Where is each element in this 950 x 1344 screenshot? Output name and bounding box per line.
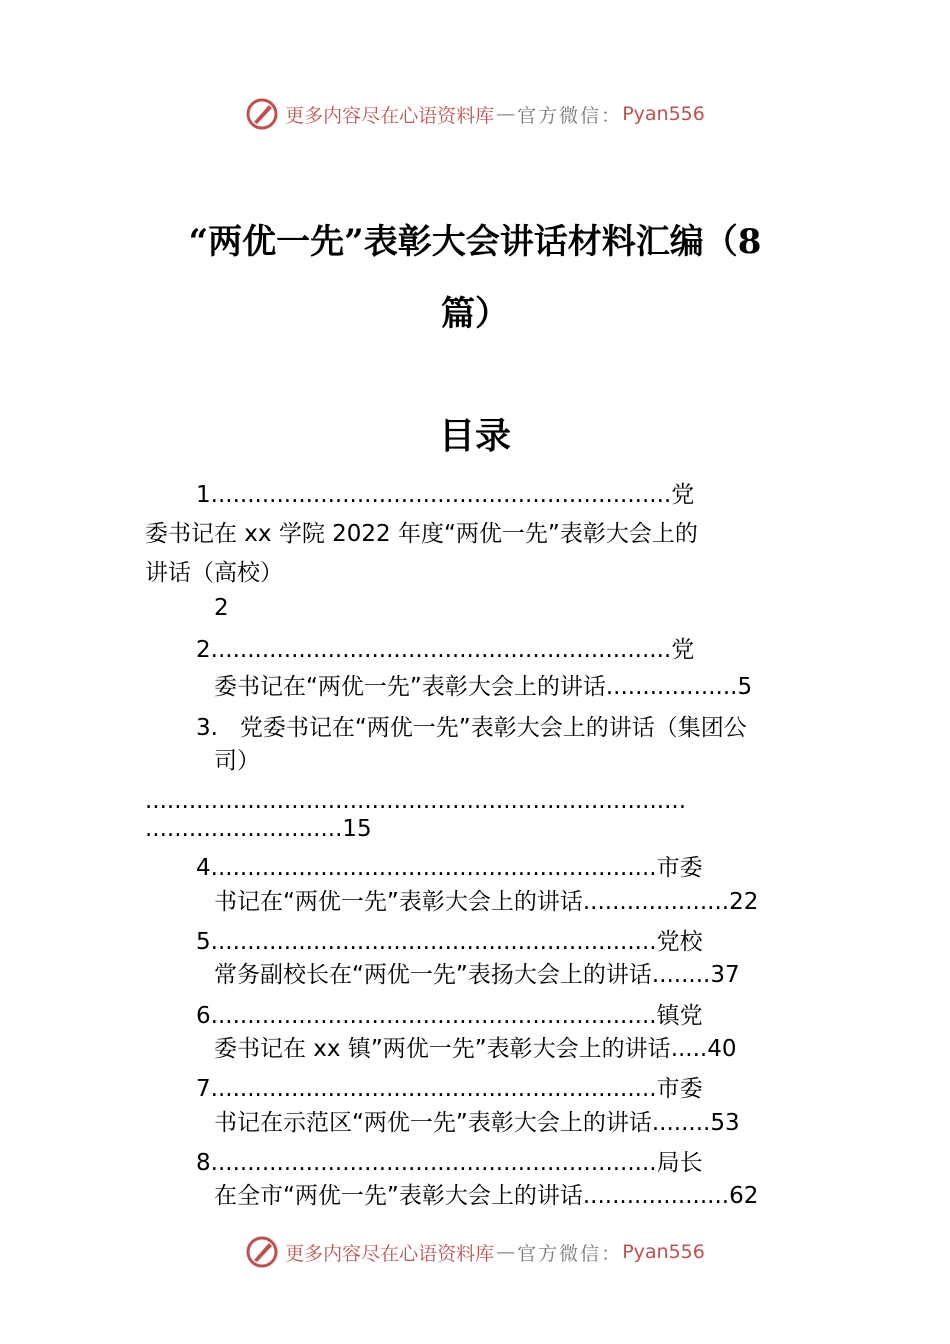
toc-entry-number: 5. — [196, 929, 218, 955]
toc-entry-text: 委书记在 xx 镇”两优一先”表彰大会上的讲话 — [214, 1036, 671, 1062]
toc-entry-text: 书记在示范区“两优一先”表彰大会上的讲话 — [214, 1110, 652, 1136]
toc-entry-5-text-line: 常务副校长在“两优一先”表扬大会上的讲话........37 — [214, 962, 740, 988]
toc-entry-number: 2. — [196, 637, 218, 663]
toc-entry-lead: 党校 — [656, 929, 703, 955]
toc-entry-6-text-line: 委书记在 xx 镇”两优一先”表彰大会上的讲话.....40 — [214, 1036, 737, 1062]
watermark-brand: 更多内容尽在心语资料库 — [285, 1242, 495, 1265]
toc-entry-page: 40 — [707, 1036, 737, 1062]
toc-entry-4-line: 4.............................................................市委 — [196, 855, 703, 881]
toc-entry-2-line: 2...............................................................党 — [196, 637, 695, 663]
toc-entry-text: 党委书记在“两优一先”表彰大会上的讲话（集团公 — [239, 715, 747, 741]
toc-entry-lead: 市委 — [656, 855, 703, 881]
watermark-footer — [0, 1232, 950, 1272]
toc-entry-2-text-line: 委书记在“两优一先”表彰大会上的讲话..................5 — [214, 674, 753, 700]
toc-heading: 目录 — [438, 415, 511, 457]
toc-entry-3-line — [196, 713, 747, 743]
toc-entry-5-line: 5.............................................................党校 — [196, 929, 703, 955]
toc-entry-7-line: 7.............................................................市委 — [196, 1076, 703, 1102]
toc-entry-3-page-line: ...........................15 — [145, 816, 372, 842]
toc-entry-8-text-line: 在全市“两优一先”表彰大会上的讲话....................62 — [214, 1183, 759, 1209]
toc-entry-lead: 党 — [671, 637, 695, 663]
toc-entry-number: 4. — [196, 855, 218, 881]
toc-entry-1-text: 委书记在 xx 学院 2022 年度“两优一先”表彰大会上的 — [145, 521, 698, 547]
quill-logo-icon — [245, 1235, 279, 1269]
toc-entry-8-line: 8.............................................................局长 — [196, 1150, 703, 1176]
toc-entry-lead: 局长 — [656, 1150, 703, 1176]
toc-entry-page: 22 — [729, 889, 759, 915]
watermark-label: 官方微信： — [517, 1242, 623, 1265]
toc-entry-number: 3. — [196, 715, 218, 741]
watermark-wechat-id: Pyan556 — [622, 103, 705, 125]
toc-entry-lead: 党 — [671, 482, 695, 508]
toc-entry-lead: 市委 — [656, 1076, 703, 1102]
toc-entry-7-text-line: 书记在示范区“两优一先”表彰大会上的讲话........53 — [214, 1110, 740, 1136]
toc-entry-page: 37 — [710, 962, 740, 988]
toc-entry-page: 15 — [342, 816, 372, 842]
toc-entry-1-text-2: 讲话（高校） — [145, 560, 283, 586]
toc-entry-1-line: 1...............................................................党 — [196, 482, 695, 508]
toc-entry-number: 7. — [196, 1076, 218, 1102]
toc-entry-number: 8. — [196, 1150, 218, 1176]
toc-entry-3-dots: .......................................................................... — [145, 788, 687, 814]
toc-entry-page: 62 — [729, 1183, 759, 1209]
toc-entry-page: 53 — [710, 1110, 740, 1136]
toc-entry-lead: 镇党 — [656, 1003, 703, 1029]
watermark-header — [0, 94, 950, 134]
document-title-line-1: “两优一先”表彰大会讲话材料汇编（8 — [188, 222, 762, 262]
watermark-brand: 更多内容尽在心语资料库 — [285, 104, 495, 127]
toc-entry-number: 6. — [196, 1003, 218, 1029]
watermark-label: 官方微信： — [517, 104, 623, 127]
toc-entry-text: 书记在“两优一先”表彰大会上的讲话 — [214, 889, 583, 915]
document-title-line-2: 篇） — [441, 294, 509, 334]
quill-logo-icon — [245, 97, 279, 131]
toc-entry-1-page: 2 — [214, 595, 229, 621]
watermark-separator: — — [496, 1241, 516, 1263]
watermark-wechat-id: Pyan556 — [622, 1241, 705, 1263]
toc-entry-page: 5 — [737, 674, 753, 700]
toc-entry-text: 常务副校长在“两优一先”表扬大会上的讲话 — [214, 962, 652, 988]
toc-entry-6-line: 6.............................................................镇党 — [196, 1003, 703, 1029]
toc-entry-3-text-b: 司） — [214, 748, 260, 774]
toc-entry-text: 在全市“两优一先”表彰大会上的讲话 — [214, 1183, 583, 1209]
watermark-separator: — — [496, 103, 516, 125]
toc-entry-4-text-line: 书记在“两优一先”表彰大会上的讲话....................22 — [214, 889, 759, 915]
toc-entry-text: 委书记在“两优一先”表彰大会上的讲话 — [214, 674, 606, 700]
toc-entry-number: 1. — [196, 482, 218, 508]
